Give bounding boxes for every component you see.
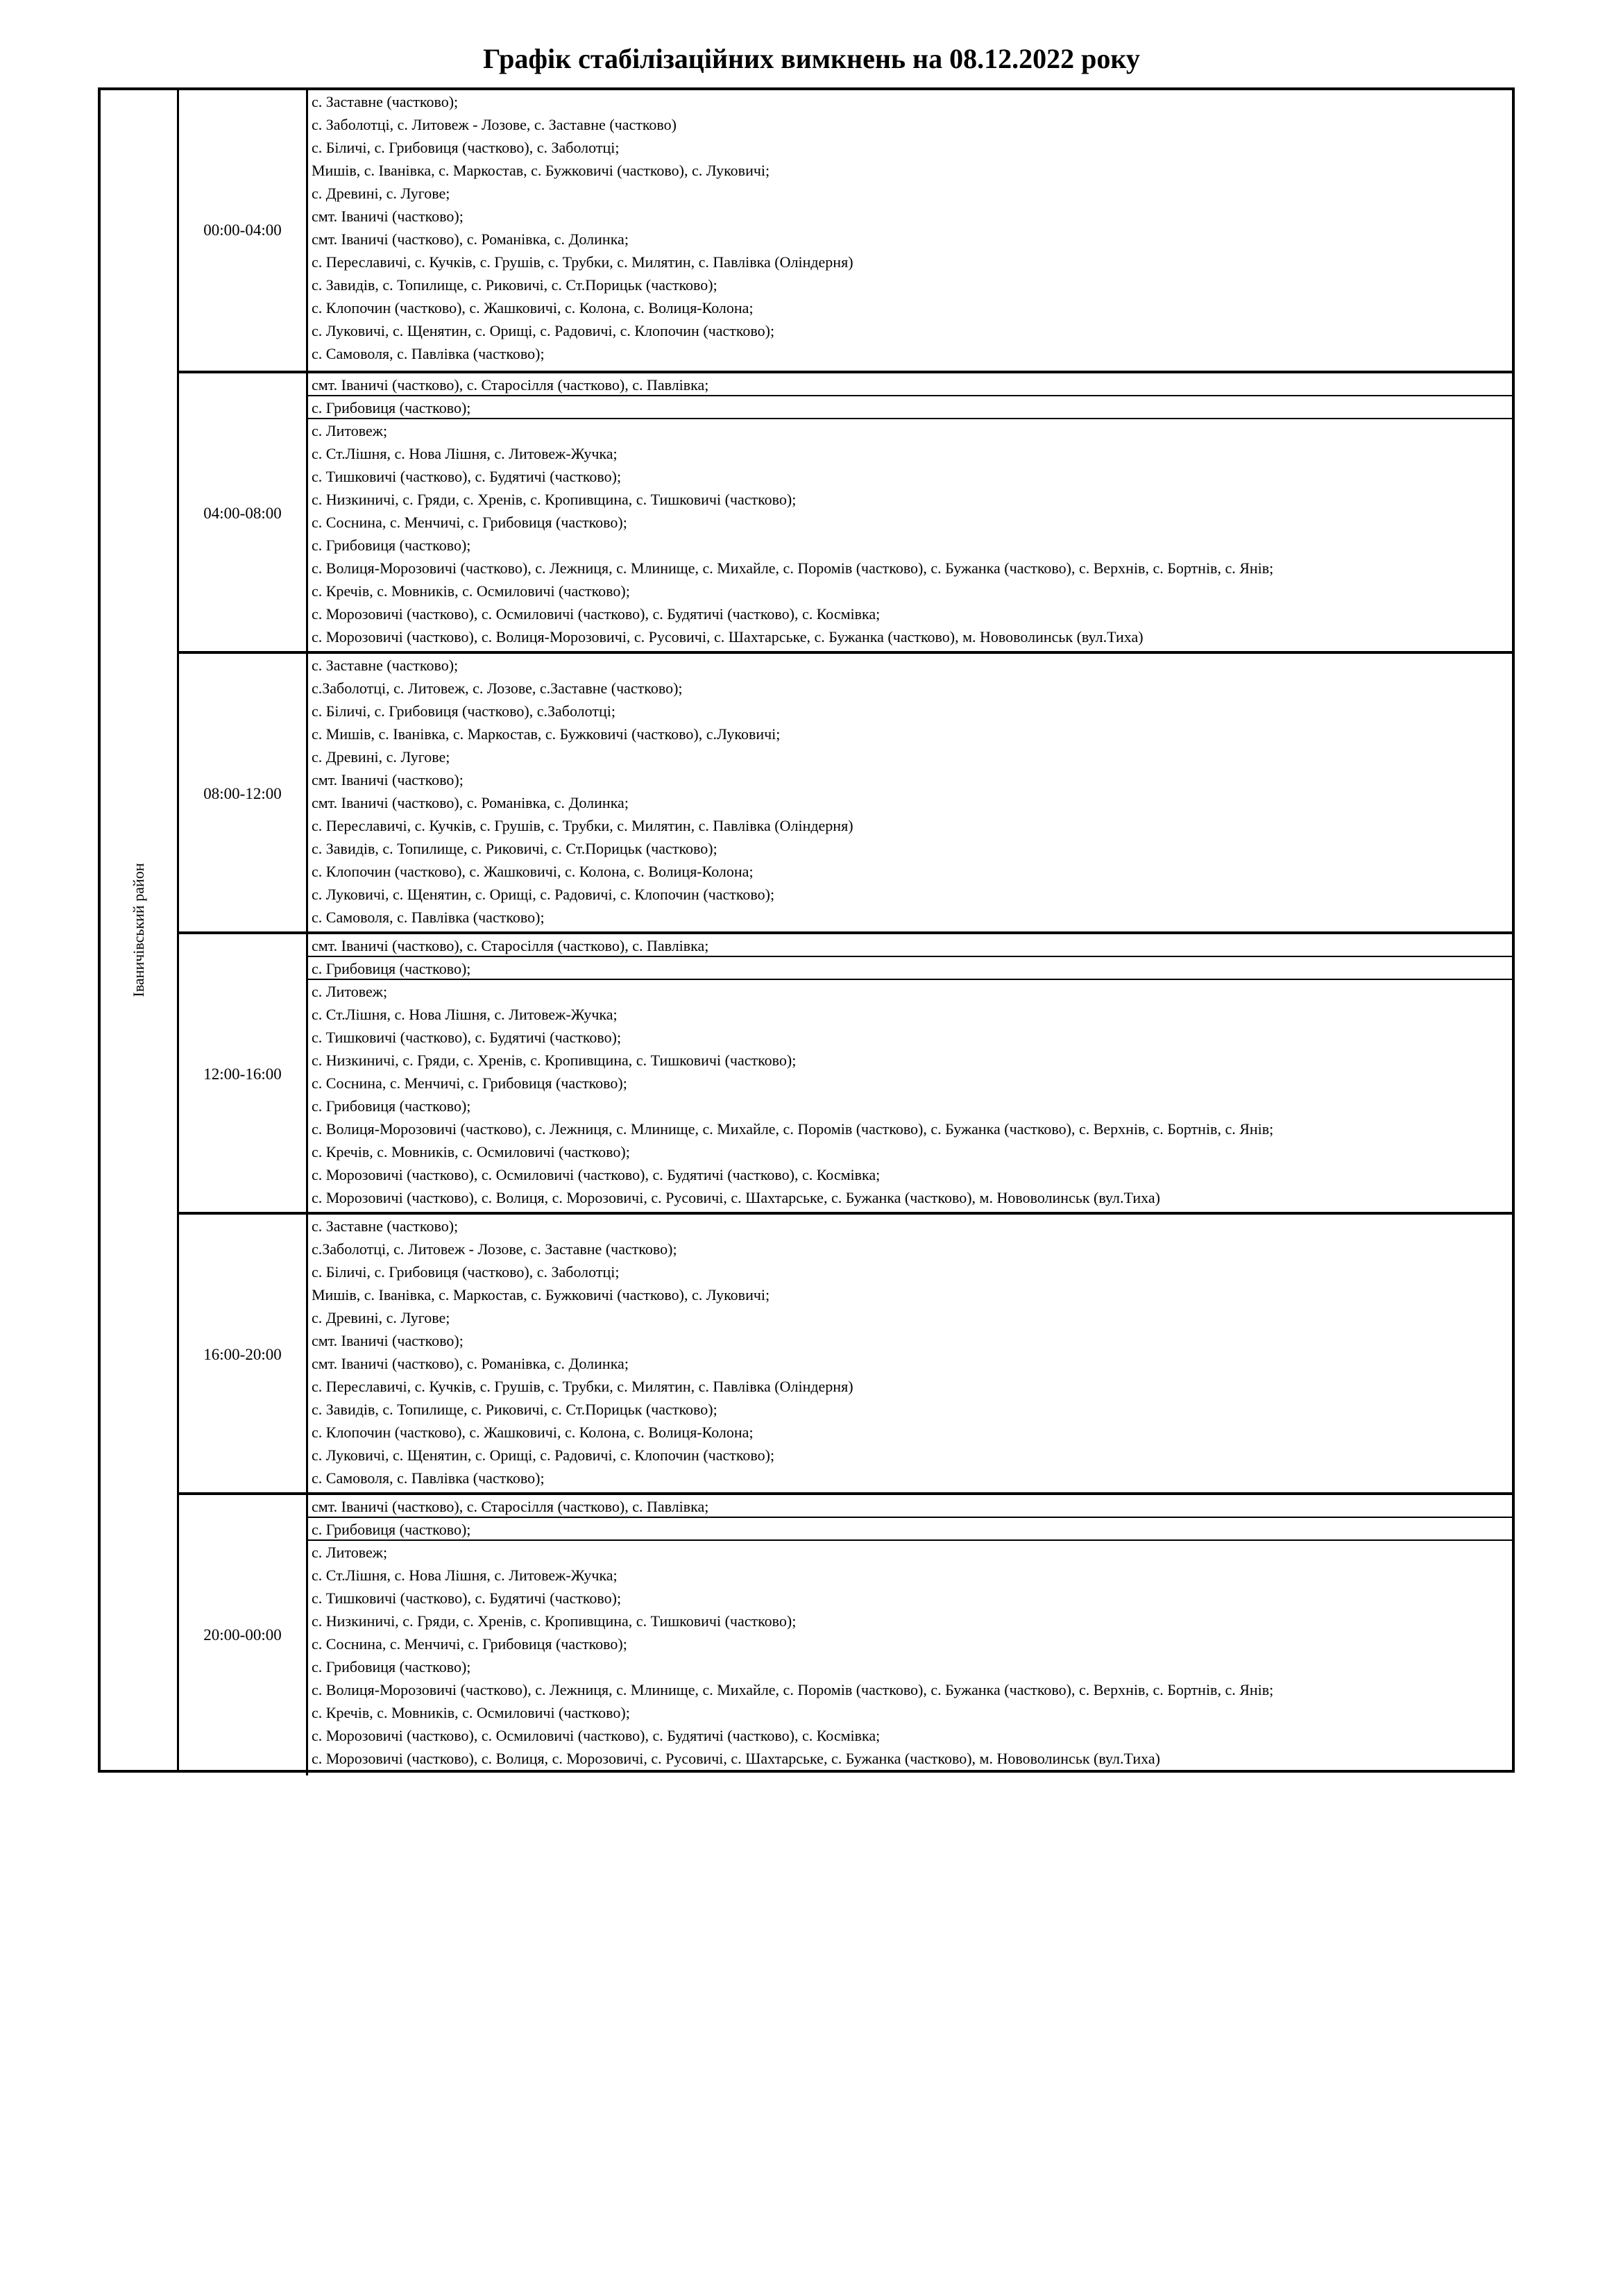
time-block	[179, 1492, 1512, 1775]
settlement-line: с. Волиця-Морозовичі (частково), с. Лежниця, с. Млинище, с. Михайле, с. Поромів (частково), с. Бужанка (частково), с. Верхнів, с. Бортнів, с. Янів;	[312, 1681, 1274, 1698]
settlement-line: смт. Іваничі (частково);	[312, 208, 464, 225]
settlement-line: с. Морозовичі (частково), с. Осмиловичі (частково), с. Будятичі (частково), с. Космівка;	[312, 1727, 881, 1744]
settlement-line: с. Луковичі, с. Щенятин, с. Орищі, с. Радовичі, с. Клопочин (частково);	[312, 322, 775, 339]
time-block	[179, 931, 1512, 1215]
settlement-line: с. Грибовиця (частково);	[308, 396, 1512, 419]
settlement-line: с. Морозовичі (частково), с. Волиця-Морозовичі, с. Русовичі, с. Шахтарське, с. Бужанка (частково), м. Нововолинськ (вул.Тиха)	[312, 628, 1144, 645]
settlement-line: с. Самоволя, с. Павлівка (частково);	[312, 909, 545, 926]
settlement-line: с. Переславичі, с. Кучків, с. Грушів, с. Трубки, с. Милятин, с. Павлівка (Оліндерня)	[312, 817, 853, 834]
settlement-line: с. Завидів, с. Топилище, с. Риковичі, с. Ст.Порицьк (частково);	[312, 1401, 717, 1418]
settlement-line: с. Грибовиця (частково);	[312, 1658, 471, 1675]
settlement-line: с. Переславичі, с. Кучків, с. Грушів, с. Трубки, с. Милятин, с. Павлівка (Оліндерня)	[312, 253, 853, 271]
time-range: 00:00-04:00	[179, 90, 308, 371]
settlement-list	[308, 934, 1512, 1215]
settlement-line: с. Волиця-Морозовичі (частково), с. Лежниця, с. Млинище, с. Михайле, с. Поромів (частково), с. Бужанка (частково), с. Верхнів, с. Бортнів, с. Янів;	[312, 559, 1274, 577]
settlement-list	[308, 373, 1512, 654]
settlement-line: с. Древині, с. Лугове;	[312, 748, 450, 766]
settlement-line: с. Грибовиця (частково);	[308, 1518, 1512, 1541]
district-label: Іваничівський район	[130, 863, 147, 997]
settlement-line: с. Древині, с. Лугове;	[312, 185, 450, 202]
settlement-line: с. Ст.Лішня, с. Нова Лішня, с. Литовеж-Жучка;	[312, 1006, 618, 1023]
settlement-line: с. Заставне (частково);	[312, 657, 459, 674]
settlement-line: с. Біличі, с. Грибовиця (частково), с. Заболотці;	[312, 1263, 620, 1281]
settlement-line: с. Соснина, с. Менчичі, с. Грибовиця (частково);	[312, 514, 627, 531]
settlement-line: с. Грибовиця (частково);	[312, 537, 471, 554]
settlement-line: с. Древині, с. Лугове;	[312, 1309, 450, 1326]
settlement-line: с. Кречів, с. Мовників, с. Осмиловичі (частково);	[312, 1704, 630, 1721]
settlement-line: с.Заболотці, с. Литовеж - Лозове, с. Заставне (частково);	[312, 1240, 677, 1258]
settlement-list	[308, 90, 1512, 371]
settlement-line: с. Морозовичі (частково), с. Осмиловичі (частково), с. Будятичі (частково), с. Космівка;	[312, 1166, 881, 1183]
settlement-line: с. Морозовичі (частково), с. Волиця, с. Морозовичі, с. Русовичі, с. Шахтарське, с. Бужанка (частково), м. Нововолинськ (вул.Тиха)	[312, 1750, 1160, 1767]
settlement-line: с. Переславичі, с. Кучків, с. Грушів, с. Трубки, с. Милятин, с. Павлівка (Оліндерня)	[312, 1378, 853, 1395]
settlement-line: с. Мишів, с. Іванівка, с. Маркостав, с. Бужковичі (частково), с.Луковичі;	[312, 725, 781, 743]
settlement-line: с. Ст.Лішня, с. Нова Лішня, с. Литовеж-Жучка;	[312, 1567, 618, 1584]
settlement-line: с.Заболотці, с. Литовеж, с. Лозове, с.Заставне (частково);	[312, 679, 683, 697]
settlement-line: с. Клопочин (частково), с. Жашковичі, с. Колона, с. Волиця-Колона;	[312, 1424, 754, 1441]
settlement-line: с. Литовеж;	[312, 1544, 388, 1561]
settlement-line: с. Клопочин (частково), с. Жашковичі, с. Колона, с. Волиця-Колона;	[312, 863, 754, 880]
settlement-line: смт. Іваничі (частково), с. Романівка, с. Долинка;	[312, 1355, 629, 1372]
settlement-line: с. Морозовичі (частково), с. Осмиловичі (частково), с. Будятичі (частково), с. Космівка;	[312, 605, 881, 623]
settlement-line: смт. Іваничі (частково), с. Романівка, с. Долинка;	[312, 794, 629, 811]
settlement-line: с. Тишковичі (частково), с. Будятичі (частково);	[312, 1589, 622, 1607]
time-block	[179, 90, 1512, 371]
settlement-line: с. Завидів, с. Топилище, с. Риковичі, с. Ст.Порицьк (частково);	[312, 840, 717, 857]
settlement-list	[308, 1495, 1512, 1775]
settlement-line: с. Клопочин (частково), с. Жашковичі, с. Колона, с. Волиця-Колона;	[312, 299, 754, 316]
time-block	[179, 651, 1512, 934]
settlement-list	[308, 1215, 1512, 1495]
time-range: 16:00-20:00	[179, 1215, 308, 1495]
settlement-line: смт. Іваничі (частково), с. Старосілля (частково), с. Павлівка;	[308, 373, 1512, 396]
settlement-line: с. Волиця-Морозовичі (частково), с. Лежниця, с. Млинище, с. Михайле, с. Поромів (частково), с. Бужанка (частково), с. Верхнів, с. Бортнів, с. Янів;	[312, 1120, 1274, 1138]
schedule-table	[98, 87, 1515, 1773]
settlement-line: с. Низкиничі, с. Гряди, с. Хренів, с. Кропивщина, с. Тишковичі (частково);	[312, 491, 797, 508]
settlement-list	[308, 654, 1512, 934]
settlement-line: смт. Іваничі (частково);	[312, 1332, 464, 1349]
time-block	[179, 371, 1512, 654]
settlement-line: с. Заставне (частково);	[312, 93, 459, 110]
settlement-line: с. Литовеж;	[312, 422, 388, 439]
settlement-line: с. Біличі, с. Грибовиця (частково), с. Заболотці;	[312, 139, 620, 156]
page-title: Графік стабілізаційних вимкнень на 08.12.2022 року	[483, 43, 1140, 74]
time-range: 08:00-12:00	[179, 654, 308, 934]
time-range: 20:00-00:00	[179, 1495, 308, 1775]
settlement-line: с. Біличі, с. Грибовиця (частково), с.Заболотці;	[312, 702, 615, 720]
settlement-line: с. Ст.Лішня, с. Нова Лішня, с. Литовеж-Жучка;	[312, 445, 618, 462]
settlement-line: с. Луковичі, с. Щенятин, с. Орищі, с. Радовичі, с. Клопочин (частково);	[312, 1446, 775, 1464]
settlement-line: с. Самоволя, с. Павлівка (частково);	[312, 345, 545, 362]
settlement-line: смт. Іваничі (частково), с. Старосілля (частково), с. Павлівка;	[308, 1495, 1512, 1518]
settlement-line: с. Литовеж;	[312, 983, 388, 1000]
settlement-line: смт. Іваничі (частково), с. Старосілля (частково), с. Павлівка;	[308, 934, 1512, 957]
settlement-line: с. Заставне (частково);	[312, 1217, 459, 1235]
settlement-line: с. Луковичі, с. Щенятин, с. Орищі, с. Радовичі, с. Клопочин (частково);	[312, 886, 775, 903]
settlement-line: с. Грибовиця (частково);	[312, 1097, 471, 1115]
settlement-line: с. Морозовичі (частково), с. Волиця, с. Морозовичі, с. Русовичі, с. Шахтарське, с. Бужанка (частково), м. Нововолинськ (вул.Тиха)	[312, 1189, 1160, 1206]
time-range: 12:00-16:00	[179, 934, 308, 1215]
time-range: 04:00-08:00	[179, 373, 308, 654]
settlement-line: с. Кречів, с. Мовників, с. Осмиловичі (частково);	[312, 1143, 630, 1160]
settlement-line: смт. Іваничі (частково), с. Романівка, с. Долинка;	[312, 230, 629, 248]
settlement-line: с. Кречів, с. Мовників, с. Осмиловичі (частково);	[312, 582, 630, 600]
settlement-line: с. Низкиничі, с. Гряди, с. Хренів, с. Кропивщина, с. Тишковичі (частково);	[312, 1612, 797, 1630]
district-cell	[101, 90, 179, 1770]
time-block	[179, 1212, 1512, 1495]
settlement-line: Мишів, с. Іванівка, с. Маркостав, с. Бужковичі (частково), с. Луковичі;	[312, 1286, 770, 1303]
settlement-line: с. Заболотці, с. Литовеж - Лозове, с. Заставне (частково)	[312, 116, 677, 133]
settlement-line: с. Соснина, с. Менчичі, с. Грибовиця (частково);	[312, 1074, 627, 1092]
settlement-line: смт. Іваничі (частково);	[312, 771, 464, 788]
settlement-line: с. Соснина, с. Менчичі, с. Грибовиця (частково);	[312, 1635, 627, 1653]
settlement-line: с. Грибовиця (частково);	[308, 957, 1512, 980]
settlement-line: с. Тишковичі (частково), с. Будятичі (частково);	[312, 468, 622, 485]
settlement-line: Мишів, с. Іванівка, с. Маркостав, с. Бужковичі (частково), с. Луковичі;	[312, 162, 770, 179]
settlement-line: с. Завидів, с. Топилище, с. Риковичі, с. Ст.Порицьк (частково);	[312, 276, 717, 294]
settlement-line: с. Низкиничі, с. Гряди, с. Хренів, с. Кропивщина, с. Тишковичі (частково);	[312, 1052, 797, 1069]
settlement-line: с. Самоволя, с. Павлівка (частково);	[312, 1469, 545, 1487]
time-blocks	[179, 90, 1512, 1770]
settlement-line: с. Тишковичі (частково), с. Будятичі (частково);	[312, 1029, 622, 1046]
